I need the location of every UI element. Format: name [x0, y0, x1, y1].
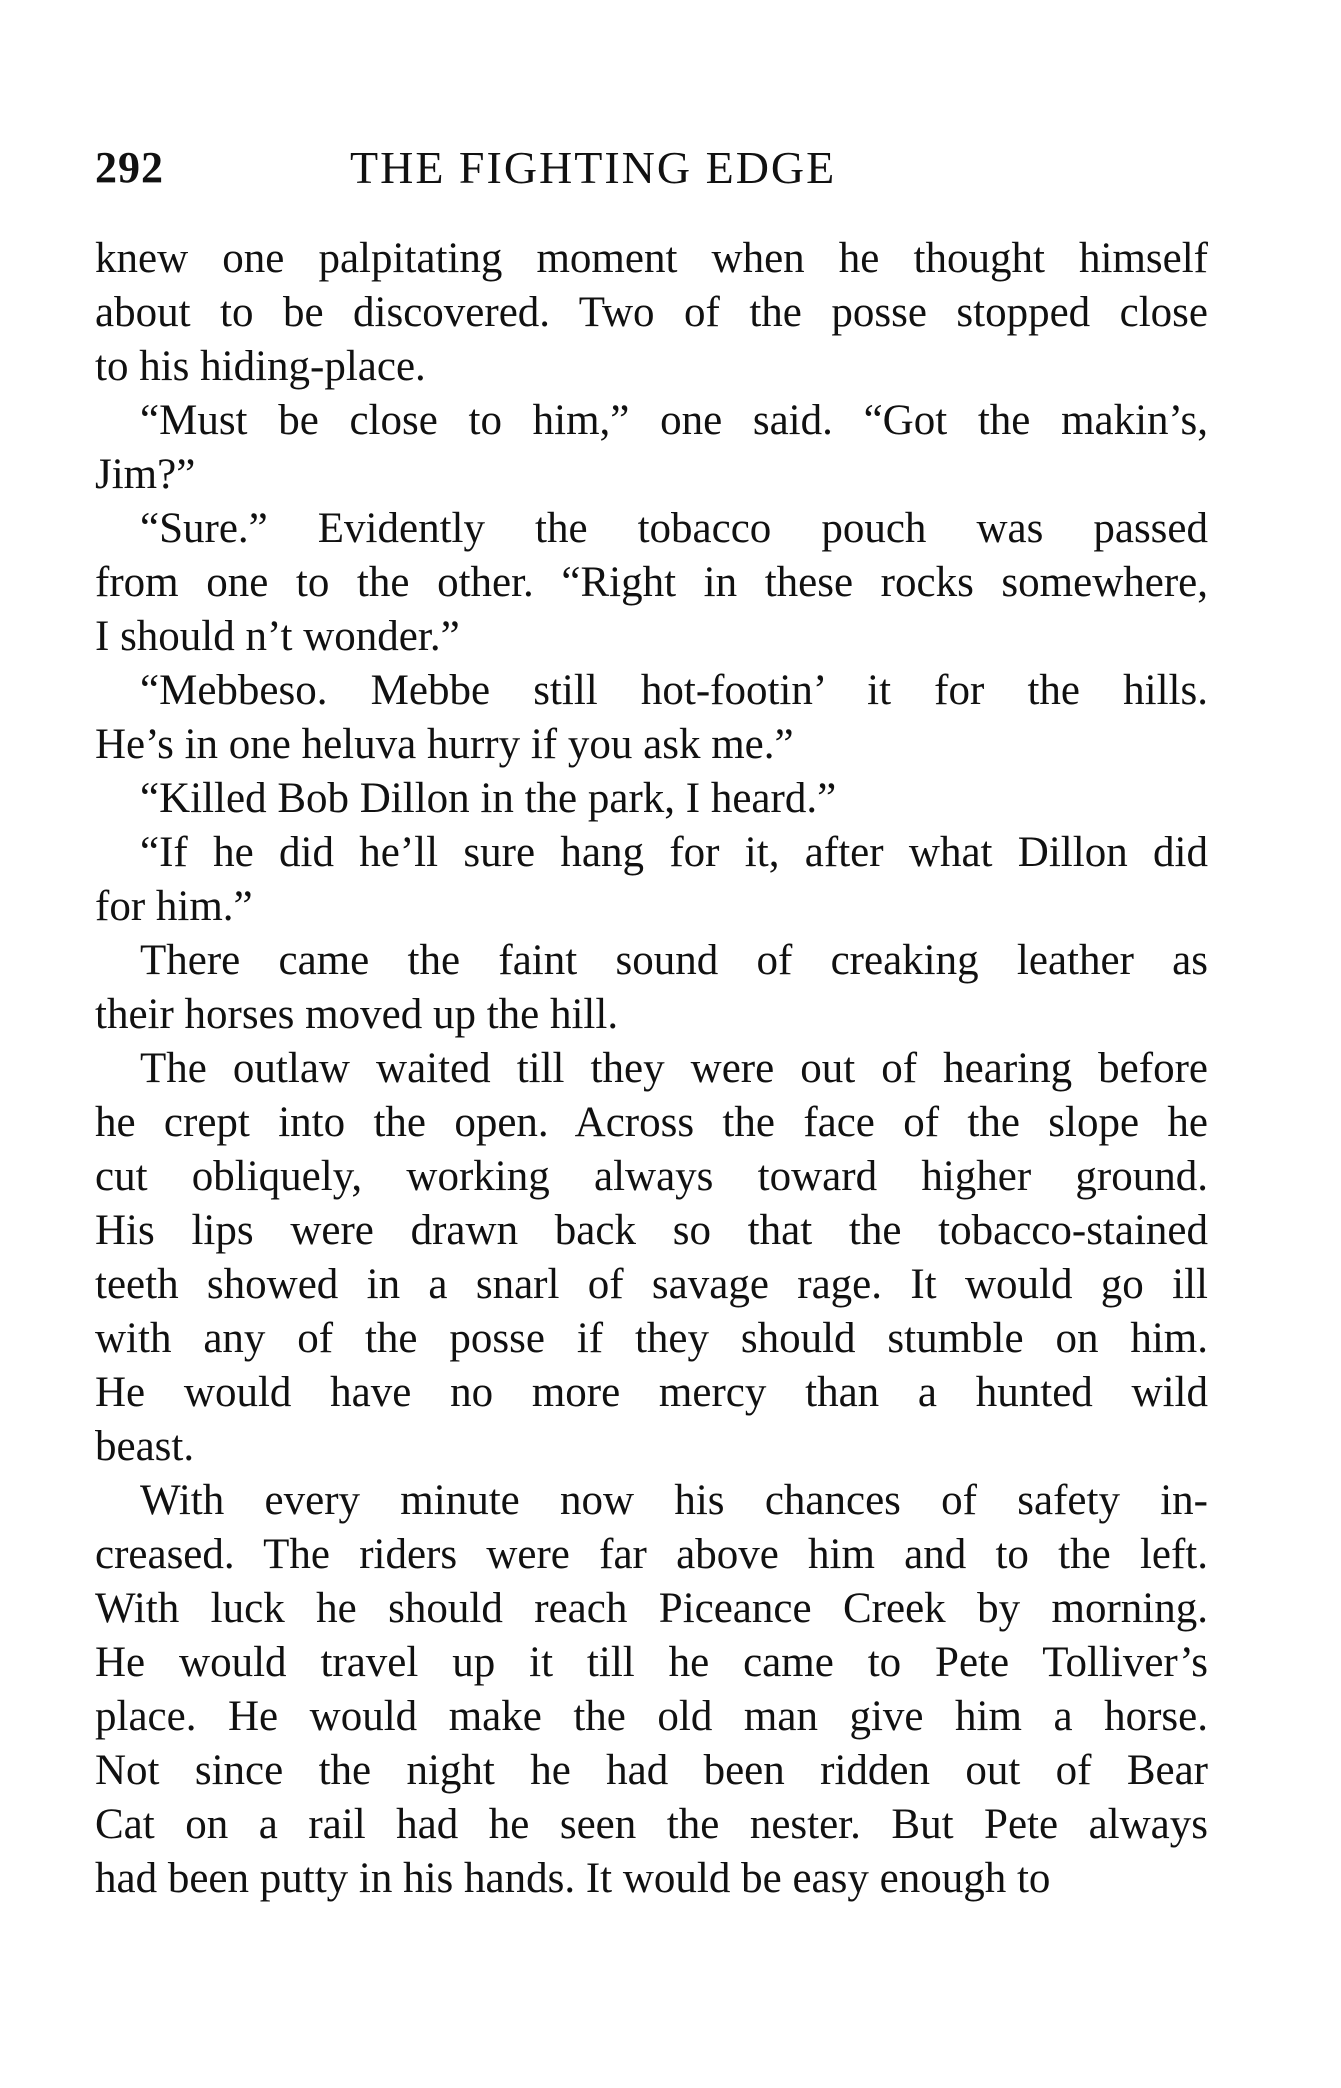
paragraph: [95, 772, 1208, 826]
text-line: He would have no more mercy than a hunted wild: [95, 1369, 1208, 1416]
paragraph: [95, 934, 1208, 1042]
text-line: about to be discovered. Two of the posse stopped close: [95, 289, 1208, 336]
text-line: There came the faint sound of creaking leather as: [140, 937, 1208, 984]
text-line: His lips were drawn back so that the tobacco-stained: [95, 1207, 1208, 1254]
paragraph: [95, 232, 1208, 394]
text-line: creased. The riders were far above him and to the left.: [95, 1531, 1208, 1578]
body-text: [95, 232, 1208, 1906]
text-line: I should n’t wonder.”: [95, 613, 460, 660]
paragraph: [95, 502, 1208, 664]
text-line: He would travel up it till he came to Pete Tolliver’s: [95, 1639, 1208, 1686]
text-line: “If he did he’ll sure hang for it, after what Dillon did: [140, 829, 1208, 876]
text-line: teeth showed in a snarl of savage rage. It would go ill: [95, 1261, 1208, 1308]
text-line: from one to the other. “Right in these rocks somewhere,: [95, 559, 1208, 606]
text-line: The outlaw waited till they were out of hearing before: [140, 1045, 1208, 1092]
text-line: with any of the posse if they should stumble on him.: [95, 1315, 1208, 1362]
text-line: cut obliquely, working always toward higher ground.: [95, 1153, 1208, 1200]
text-line: beast.: [95, 1423, 195, 1470]
text-line: for him.”: [95, 883, 253, 930]
text-line: he crept into the open. Across the face of the slope he: [95, 1099, 1208, 1146]
page-number: 292: [95, 143, 164, 192]
text-line: knew one palpitating moment when he thought himself: [95, 235, 1208, 282]
text-line: “Must be close to him,” one said. “Got the makin’s,: [140, 397, 1208, 444]
text-line: “Sure.” Evidently the tobacco pouch was passed: [140, 505, 1208, 552]
paragraph: [95, 664, 1208, 772]
text-line: “Mebbeso. Mebbe still hot-footin’ it for the hills.: [140, 667, 1208, 714]
running-head: THE FIGHTING EDGE: [350, 142, 837, 193]
text-line: With every minute now his chances of safety in-: [140, 1477, 1208, 1524]
paragraph: [95, 1474, 1208, 1906]
text-line: Cat on a rail had he seen the nester. But Pete always: [95, 1801, 1208, 1848]
text-line: their horses moved up the hill.: [95, 991, 619, 1038]
text-line: With luck he should reach Piceance Creek by morning.: [95, 1585, 1208, 1632]
paragraph: [95, 1042, 1208, 1474]
paragraph: [95, 826, 1208, 934]
text-line: place. He would make the old man give him a horse.: [95, 1693, 1208, 1740]
text-line: Not since the night he had been ridden out of Bear: [95, 1747, 1208, 1794]
page-header: [95, 138, 1205, 198]
paragraph: [95, 394, 1208, 502]
text-line: had been putty in his hands. It would be easy enough to: [95, 1855, 1051, 1902]
text-line: to his hiding-place.: [95, 343, 426, 390]
text-line: He’s in one heluva hurry if you ask me.”: [95, 721, 794, 768]
text-line: Jim?”: [95, 451, 196, 498]
text-line: “Killed Bob Dillon in the park, I heard.”: [140, 775, 837, 822]
